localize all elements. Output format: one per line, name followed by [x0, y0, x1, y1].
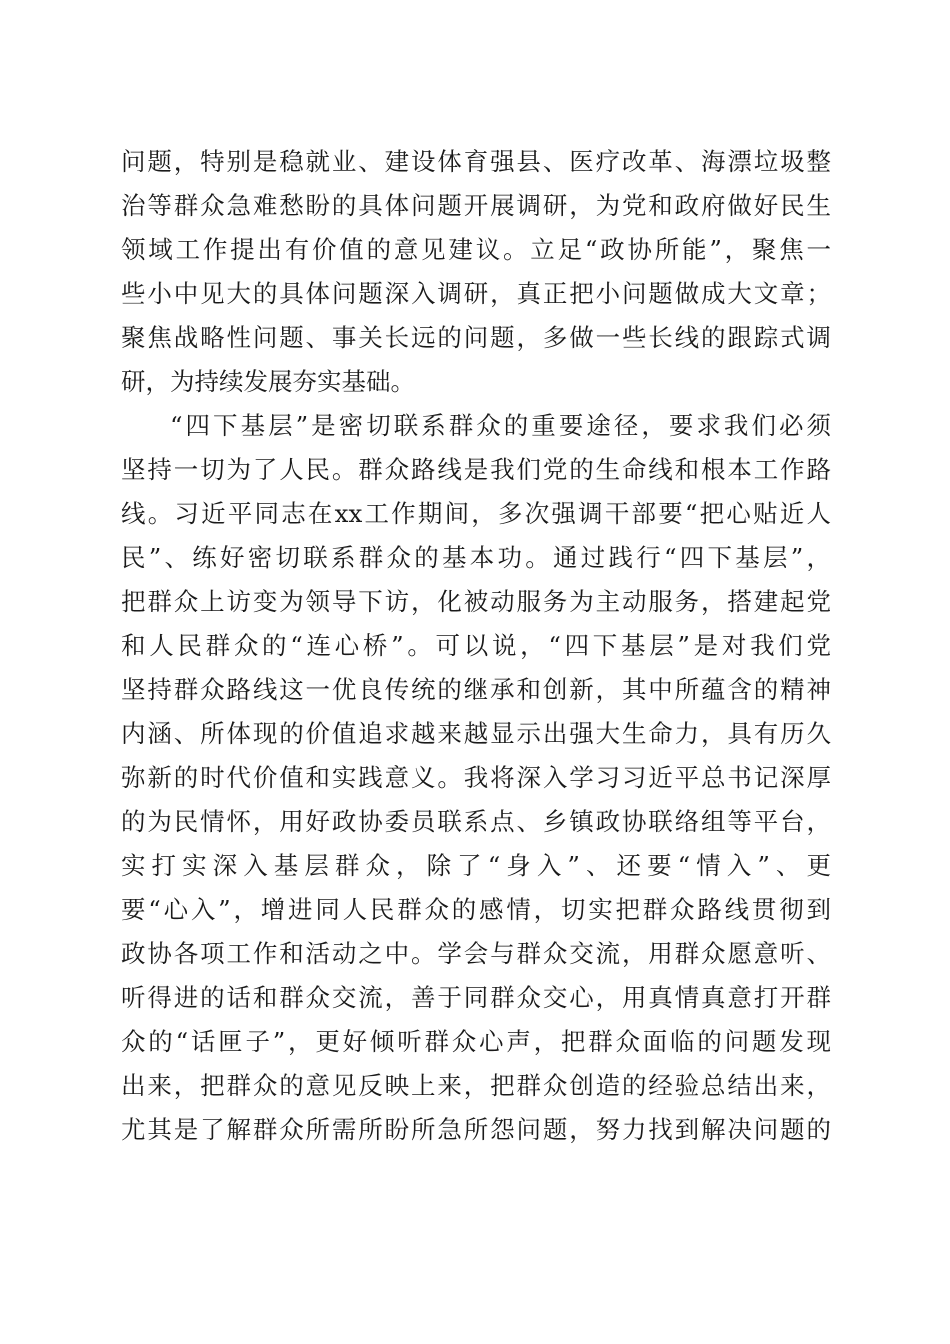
text-line: 弥新的时代价值和实践意义。我将深入学习习近平总书记深厚 [121, 763, 831, 792]
text-line: 些小中见大的具体问题深入调研，真正把小问题做成大文章； [121, 279, 831, 308]
text-line: 出来，把群众的意见反映上来，把群众创造的经验总结出来， [121, 1071, 831, 1100]
text-line: 聚焦战略性问题、事关长远的问题，多做一些长线的跟踪式调 [121, 323, 831, 352]
text-line: 民”、练好密切联系群众的基本功。通过践行“四下基层”， [121, 543, 831, 572]
text-line: 治等群众急难愁盼的具体问题开展调研，为党和政府做好民生 [121, 191, 831, 220]
text-line: 把群众上访变为领导下访，化被动服务为主动服务，搭建起党 [121, 587, 831, 616]
text-line: 内涵、所体现的价值追求越来越显示出强大生命力，具有历久 [121, 719, 831, 748]
text-line: 和人民群众的“连心桥”。可以说，“四下基层”是对我们党 [121, 631, 831, 660]
text-line: 领域工作提出有价值的意见建议。立足“政协所能”，聚焦一 [121, 235, 831, 264]
paragraph-2 [121, 404, 831, 1152]
text-line: 坚持群众路线这一优良传统的继承和创新，其中所蕴含的精神 [121, 675, 831, 704]
text-line: 听得进的话和群众交流，善于同群众交心，用真情真意打开群 [121, 983, 831, 1012]
text-line: 要“心入”，增进同人民群众的感情，切实把群众路线贯彻到 [121, 895, 831, 924]
text-line: 尤其是了解群众所需所盼所急所怨问题，努力找到解决问题的 [121, 1115, 831, 1144]
paragraph-1 [121, 140, 831, 404]
text-line: 线。习近平同志在xx工作期间，多次强调干部要“把心贴近人 [121, 499, 831, 528]
text-line: 问题，特别是稳就业、建设体育强县、医疗改革、海漂垃圾整 [121, 147, 831, 176]
text-line: 政协各项工作和活动之中。学会与群众交流，用群众愿意听、 [121, 939, 831, 968]
text-line: 坚持一切为了人民。群众路线是我们党的生命线和根本工作路 [121, 455, 831, 484]
text-line: 的为民情怀，用好政协委员联系点、乡镇政协联络组等平台， [121, 807, 831, 836]
text-line: 众的“话匣子”，更好倾听群众心声，把群众面临的问题发现 [121, 1027, 831, 1056]
text-line: “四下基层”是密切联系群众的重要途径，要求我们必须 [170, 411, 831, 440]
text-line: 研，为持续发展夯实基础。 [121, 367, 415, 396]
text-line: 实打实深入基层群众，除了“身入”、还要“情入”、更 [121, 851, 831, 880]
